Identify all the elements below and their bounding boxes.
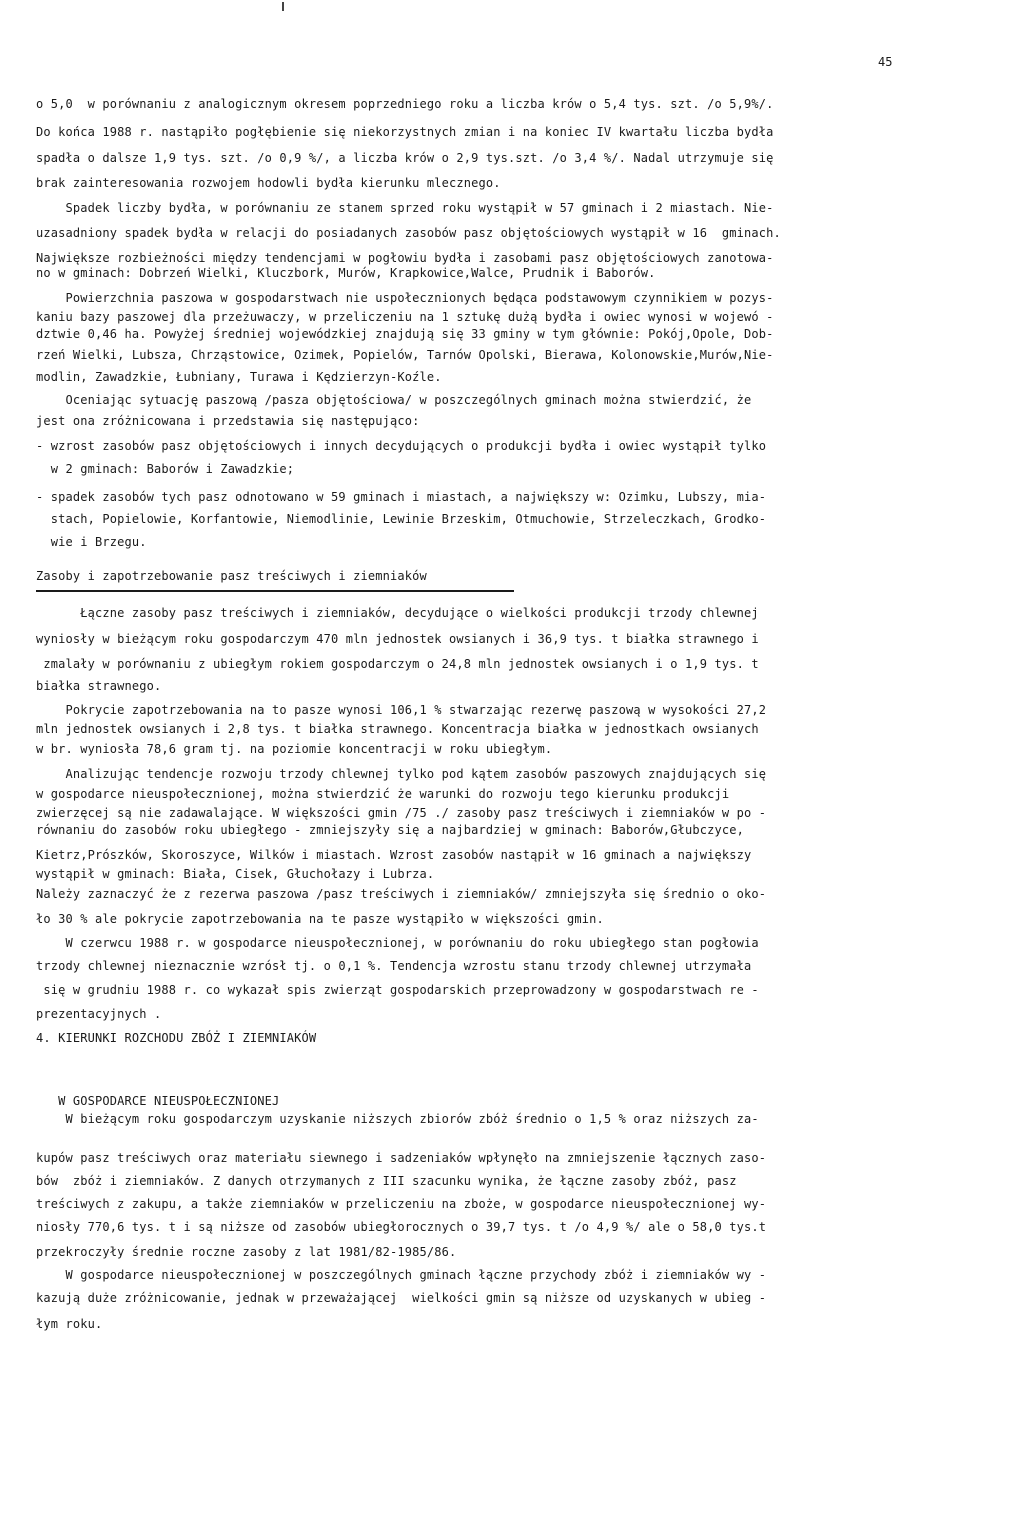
text-line: ło 30 % ale pokrycie zapotrzebowania na te pasze wystąpiło w większości gmin. — [36, 912, 604, 926]
text-line: w gospodarce nieuspołecznionej, można stwierdzić że warunki do rozwoju tego kierunku produkcji — [36, 787, 730, 801]
text-line: W gospodarce nieuspołecznionej w poszczególnych gminach łączne przychody zbóż i ziemniaków wy - — [36, 1268, 767, 1282]
text-line: w br. wyniosła 78,6 gram tj. na poziomie koncentracji w roku ubiegłym. — [36, 742, 553, 756]
text-line: Największe rozbieżności między tendencjami w pogłowiu bydła i zasobami pasz objętościowych zanotowa- — [36, 251, 774, 265]
text-line: kupów pasz treściwych oraz materiału siewnego i sadzeniaków wpłynęło na zmniejszenie łącznych zaso- — [36, 1151, 767, 1165]
text-line: stach, Popielowie, Korfantowie, Niemodlinie, Lewinie Brzeskim, Otmuchowie, Strzeleczkach, Grodko- — [36, 512, 767, 526]
text-line: białka strawnego. — [36, 679, 162, 693]
text-line: modlin, Zawadzkie, Łubniany, Turawa i Kędzierzyn-Koźle. — [36, 370, 442, 384]
text-line: treściwych z zakupu, a także ziemniaków w przeliczeniu na zboże, w gospodarce nieuspołecznionej wy- — [36, 1197, 767, 1211]
text-line: kaniu bazy paszowej dla przeżuwaczy, w przeliczeniu na 1 sztukę dużą bydła i owiec wynosi w wojewó - — [36, 310, 774, 324]
text-line: - wzrost zasobów pasz objętościowych i innych decydujących o produkcji bydła i owiec wystąpił tylko — [36, 439, 767, 453]
text-line: Spadek liczby bydła, w porównaniu ze stanem sprzed roku wystąpił w 57 gminach i 2 miastach. Nie- — [36, 201, 774, 215]
text-line: Pokrycie zapotrzebowania na to pasze wynosi 106,1 % stwarzając rezerwę paszową w wysokości 27,2 — [36, 703, 767, 717]
text-line: dztwie 0,46 ha. Powyżej średniej wojewódzkiej znajdują się 33 gminy w tym głównie: Pokój,Opole, Dob- — [36, 327, 774, 341]
text-line: jest ona zróżnicowana i przedstawia się następująco: — [36, 414, 420, 428]
scan-mark — [282, 2, 284, 11]
page-number: 45 — [878, 55, 893, 69]
heading-underline — [36, 590, 514, 592]
text-line: o 5,0 w porównaniu z analogicznym okresem poprzedniego roku a liczba krów o 5,4 tys. szt. /o 5,9%/. — [36, 97, 774, 111]
text-line: wyniosły w bieżącym roku gospodarczym 470 mln jednostek owsianych i 36,9 tys. t białka strawnego i — [36, 632, 759, 646]
text-line: się w grudniu 1988 r. co wykazał spis zwierząt gospodarskich przeprowadzony w gospodarstwach re - — [36, 983, 759, 997]
text-line: łym roku. — [36, 1317, 103, 1331]
text-line: no w gminach: Dobrzeń Wielki, Kluczbork, Murów, Krapkowice,Walce, Prudnik i Baborów. — [36, 266, 656, 280]
text-line: W czerwcu 1988 r. w gospodarce nieuspołecznionej, w porównaniu do roku ubiegłego stan pogłowia — [36, 936, 759, 950]
text-line: Zasoby i zapotrzebowanie pasz treściwych i ziemniaków — [36, 569, 427, 583]
text-line: Do końca 1988 r. nastąpiło pogłębienie się niekorzystnych zmian i na koniec IV kwartału liczba bydła — [36, 125, 774, 139]
text-line: wystąpił w gminach: Biała, Cisek, Głuchołazy i Lubrza. — [36, 867, 435, 881]
text-line: - spadek zasobów tych pasz odnotowano w 59 gminach i miastach, a największy w: Ozimku, Lubszy, mia- — [36, 490, 767, 504]
text-line: mln jednostek owsianych i 2,8 tys. t białka strawnego. Koncentracja białka w jednostkach owsianych — [36, 722, 759, 736]
text-line: kazują duże zróżnicowanie, jednak w przeważającej wielkości gmin są niższe od uzyskanych w ubieg - — [36, 1291, 767, 1305]
text-line: przekroczyły średnie roczne zasoby z lat 1981/82-1985/86. — [36, 1245, 457, 1259]
text-line: 4. KIERUNKI ROZCHODU ZBÓŻ I ZIEMNIAKÓW — [36, 1031, 317, 1045]
text-line: Kietrz,Prószków, Skoroszyce, Wilków i miastach. Wzrost zasobów nastąpił w 16 gminach a największy — [36, 848, 752, 862]
text-line: prezentacyjnych . — [36, 1007, 162, 1021]
text-line: Powierzchnia paszowa w gospodarstwach nie uspołecznionych będąca podstawowym czynnikiem w pozys- — [36, 291, 774, 305]
text-line: niosły 770,6 tys. t i są niższe od zasobów ubiegłorocznych o 39,7 tys. t /o 4,9 %/ ale o 58,0 tys.t — [36, 1220, 767, 1234]
text-line: wie i Brzegu. — [36, 535, 147, 549]
text-line: równaniu do zasobów roku ubiegłego - zmniejszyły się a najbardziej w gminach: Baborów,Głubczyce, — [36, 823, 744, 837]
text-line: rzeń Wielki, Lubsza, Chrząstowice, Ozimek, Popielów, Tarnów Opolski, Bierawa, Kolonowskie,Murów,Nie- — [36, 348, 774, 362]
text-line: uzasadniony spadek bydła w relacji do posiadanych zasobów pasz objętościowych wystąpił w 16 gminach. — [36, 226, 781, 240]
text-line: Oceniając sytuację paszową /pasza objętościowa/ w poszczególnych gminach można stwierdzić, że — [36, 393, 752, 407]
text-line: Analizując tendencje rozwoju trzody chlewnej tylko pod kątem zasobów paszowych znajdujących się — [36, 767, 767, 781]
text-line: w 2 gminach: Baborów i Zawadzkie; — [36, 462, 295, 476]
text-line: spadła o dalsze 1,9 tys. szt. /o 0,9 %/, a liczba krów o 2,9 tys.szt. /o 3,4 %/. Nadal utrzymuje się — [36, 151, 774, 165]
text-line: Należy zaznaczyć że z rezerwa paszowa /pasz treściwych i ziemniaków/ zmniejszyła się średnio o oko- — [36, 887, 767, 901]
text-line: zmalały w porównaniu z ubiegłym rokiem gospodarczym o 24,8 mln jednostek owsianych i o 1,9 tys. t — [36, 657, 759, 671]
text-line: Łączne zasoby pasz treściwych i ziemniaków, decydujące o wielkości produkcji trzody chlewnej — [36, 606, 759, 620]
text-line: W bieżącym roku gospodarczym uzyskanie niższych zbiorów zbóż średnio o 1,5 % oraz niższych za- — [36, 1112, 759, 1126]
text-line: W GOSPODARCE NIEUSPOŁECZNIONEJ — [36, 1094, 280, 1108]
text-line: bów zbóż i ziemniaków. Z danych otrzymanych z III szacunku wynika, że łączne zasoby zbóż, pasz — [36, 1174, 737, 1188]
text-line: trzody chlewnej nieznacznie wzrósł tj. o 0,1 %. Tendencja wzrostu stanu trzody chlewnej utrzymała — [36, 959, 752, 973]
text-line: zwierzęcej są nie zadawalające. W większości gmin /75 ./ zasoby pasz treściwych i ziemniaków w po - — [36, 806, 767, 820]
text-line: brak zainteresowania rozwojem hodowli bydła kierunku mlecznego. — [36, 176, 501, 190]
